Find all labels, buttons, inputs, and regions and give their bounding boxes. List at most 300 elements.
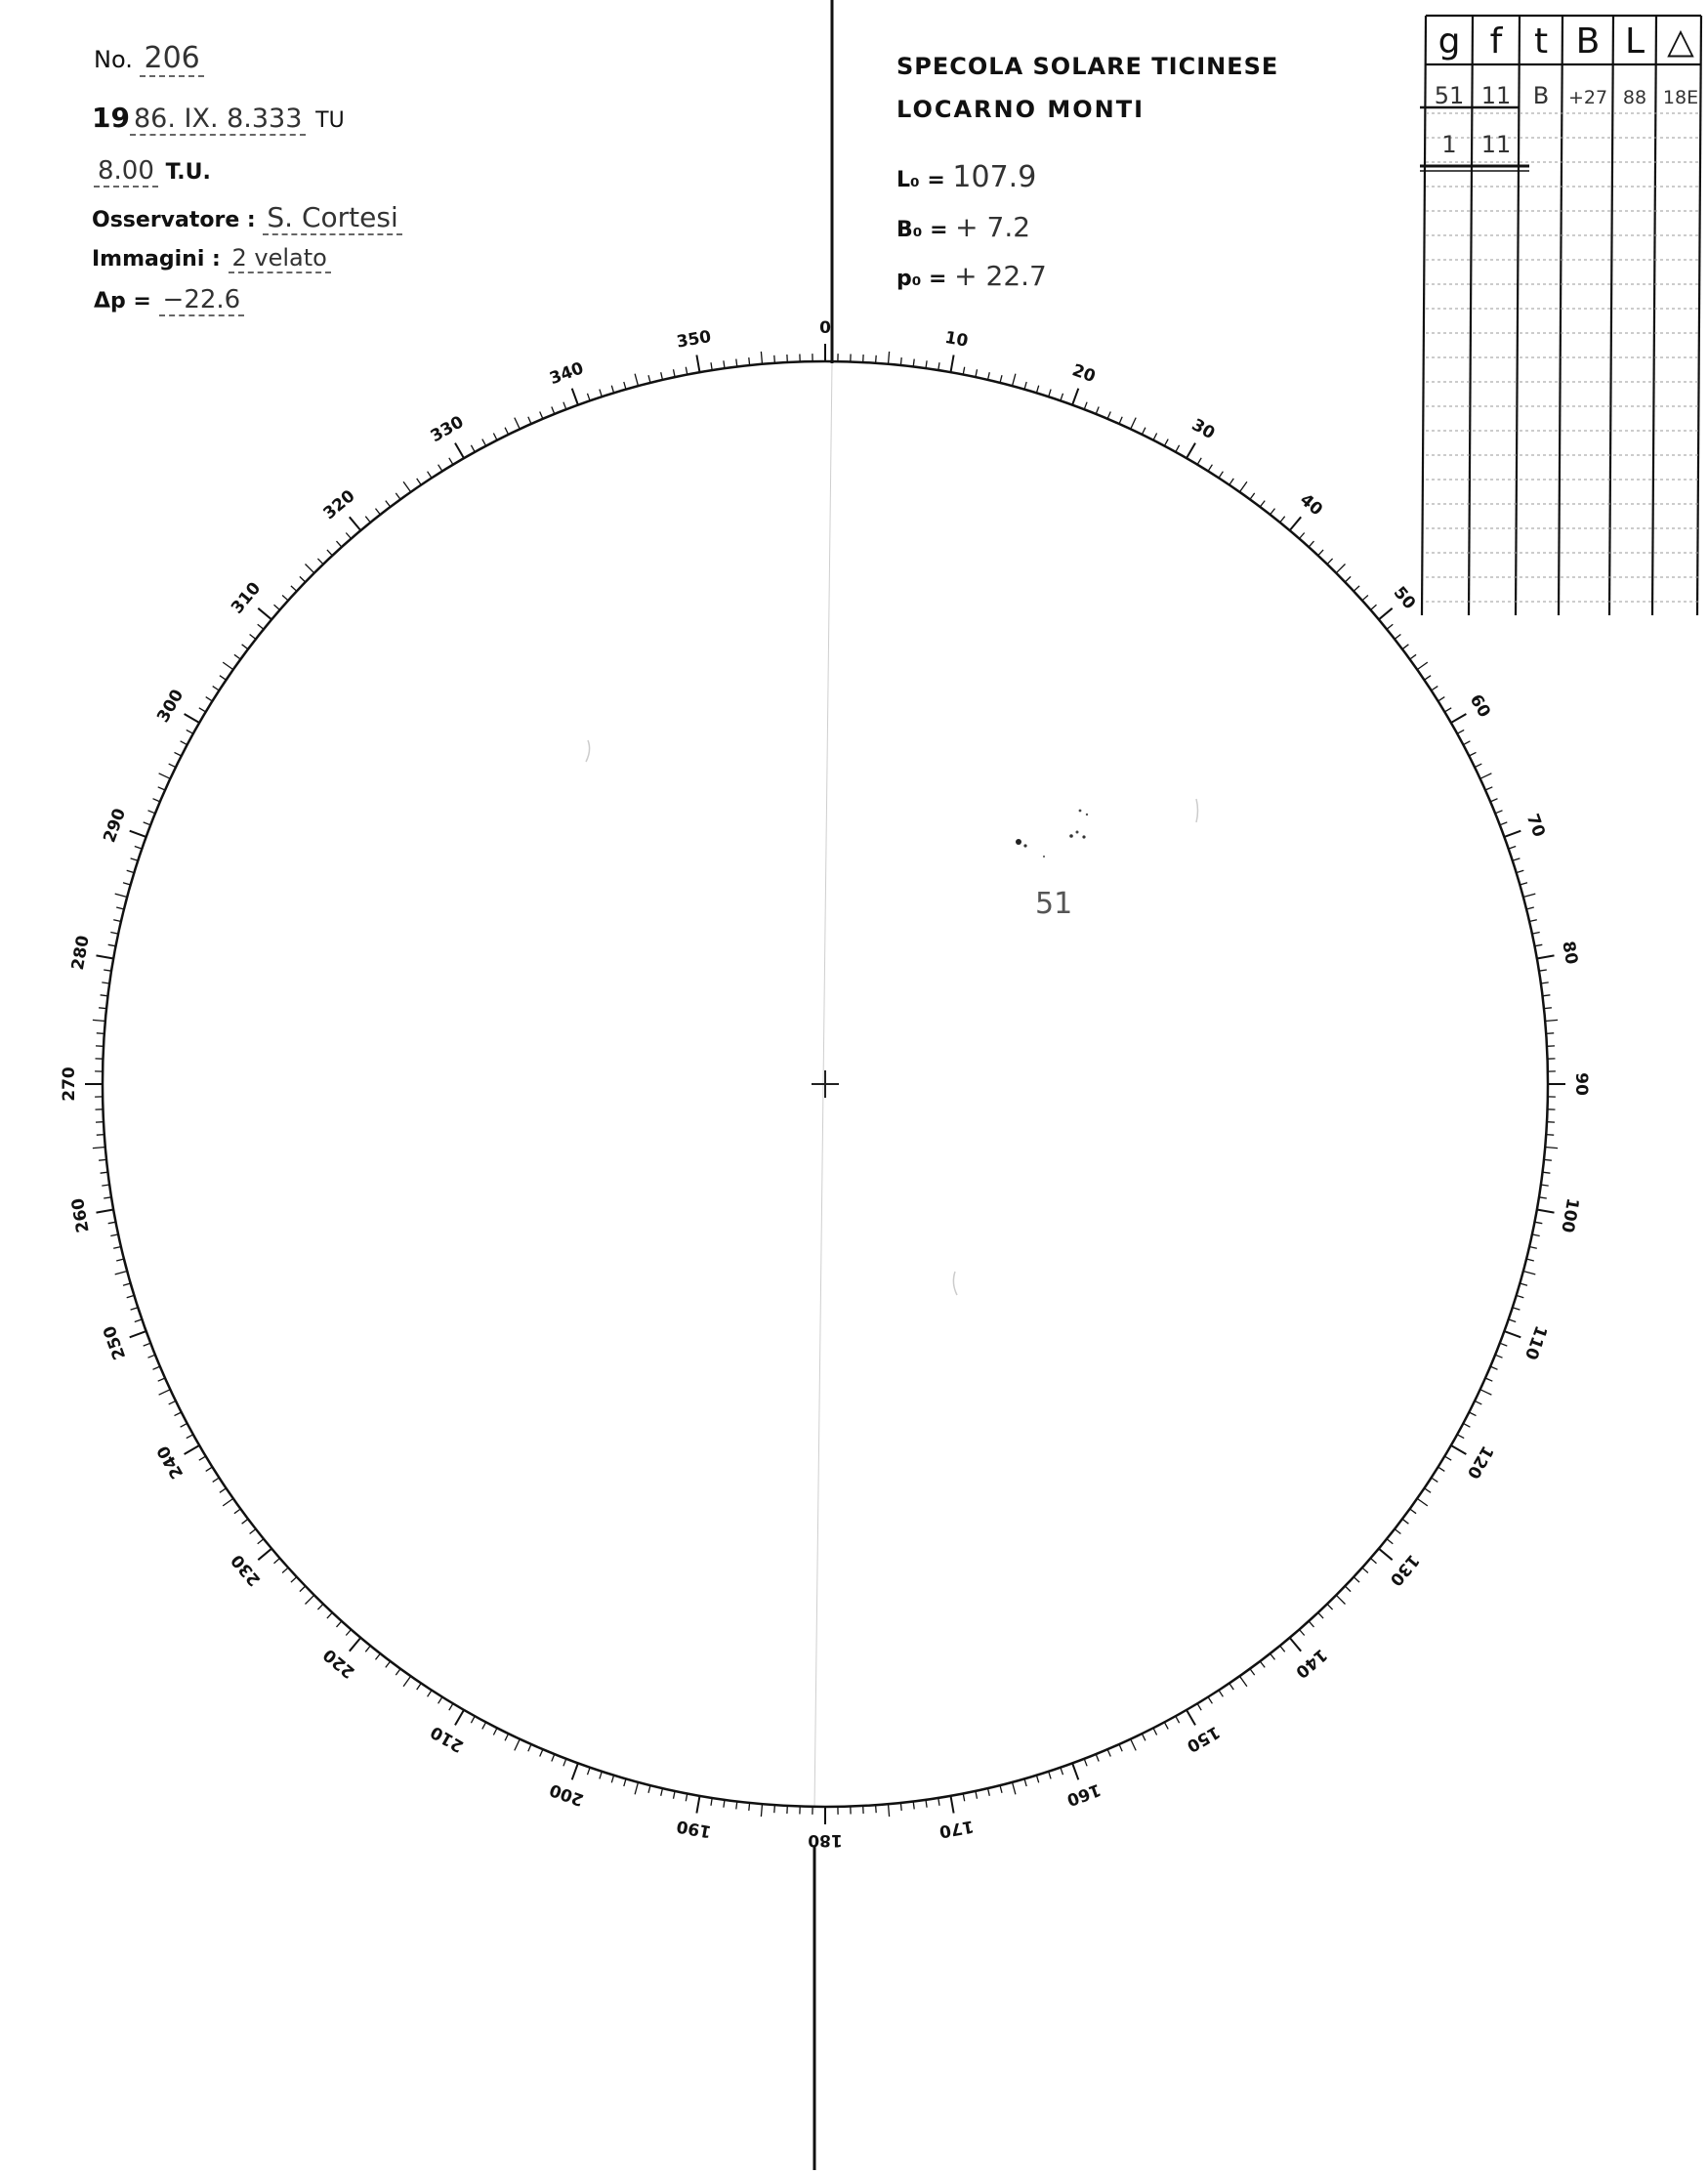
- degree-tick: [346, 1630, 351, 1636]
- degree-tick: [711, 362, 712, 370]
- degree-tick: [696, 355, 699, 373]
- degree-label-270: 270: [60, 1066, 79, 1102]
- degree-label-140: 140: [1291, 1644, 1331, 1682]
- degree-label-40: 40: [1296, 489, 1326, 521]
- degree-tick: [988, 1788, 990, 1796]
- degree-tick: [711, 1798, 712, 1806]
- degree-tick: [274, 605, 280, 609]
- degree-tick: [1000, 1785, 1002, 1793]
- degree-tick: [1061, 1768, 1063, 1776]
- degree-tick: [1500, 1343, 1508, 1346]
- degree-tick: [185, 714, 200, 723]
- degree-tick: [1495, 1355, 1502, 1358]
- degree-tick: [1543, 1172, 1551, 1173]
- degree-tick: [206, 697, 213, 701]
- L0-field: [896, 160, 1036, 194]
- degree-label-0: 0: [819, 318, 831, 338]
- table-rule: [1609, 16, 1613, 615]
- degree-tick: [552, 1754, 555, 1761]
- observatory-location: LOCARNO MONTI: [896, 96, 1146, 123]
- time-suffix: T.U.: [165, 160, 211, 185]
- degree-tick: [206, 1467, 213, 1471]
- degree-tick: [1229, 1684, 1234, 1691]
- degree-tick: [900, 1803, 901, 1811]
- degree-tick: [724, 360, 725, 368]
- images-label: Immagini :: [92, 247, 221, 272]
- observatory-name: SPECOLA SOLARE TICINESE: [896, 53, 1279, 80]
- degree-tick: [438, 1697, 442, 1704]
- degree-tick: [696, 1796, 699, 1814]
- B0-label: B₀ =: [896, 218, 948, 242]
- degree-tick: [181, 1423, 187, 1427]
- degree-tick: [528, 1744, 531, 1751]
- degree-tick: [540, 1749, 543, 1756]
- degree-tick: [1500, 822, 1508, 825]
- degree-tick: [97, 1210, 114, 1213]
- degree-tick: [1480, 773, 1492, 779]
- date-value: 86. IX. 8.333: [130, 104, 306, 136]
- degree-tick: [346, 533, 351, 539]
- degree-tick: [234, 1509, 240, 1514]
- degree-tick: [988, 372, 990, 380]
- degree-label-290: 290: [100, 806, 131, 846]
- degree-label-310: 310: [228, 578, 266, 618]
- degree-tick: [1444, 708, 1451, 712]
- table-rule: [1422, 16, 1426, 615]
- degree-label-120: 120: [1462, 1442, 1497, 1483]
- time-field: [94, 156, 211, 186]
- degree-tick: [153, 799, 160, 802]
- table-rule: [1559, 16, 1562, 615]
- degree-tick: [327, 1612, 332, 1618]
- degree-tick: [1318, 550, 1323, 556]
- degree-tick: [223, 662, 233, 670]
- degree-tick: [1513, 1308, 1521, 1310]
- images-value: 2 velato: [229, 244, 331, 273]
- degree-tick: [144, 1343, 151, 1346]
- degree-tick: [1451, 1445, 1467, 1454]
- cell-delta-1: 18E: [1662, 87, 1699, 108]
- p0-value: + 22.7: [954, 260, 1047, 292]
- degree-tick: [1024, 382, 1026, 390]
- sunspot-group-51: [1016, 810, 1088, 858]
- degree-tick: [1432, 687, 1438, 690]
- degree-tick: [108, 944, 116, 946]
- degree-label-240: 240: [153, 1442, 188, 1483]
- degree-tick: [736, 359, 737, 367]
- degree-tick: [774, 1805, 775, 1813]
- degree-tick: [1290, 517, 1302, 530]
- degree-tick: [913, 359, 914, 367]
- degree-tick: [1526, 1259, 1534, 1261]
- degree-tick: [1387, 624, 1393, 629]
- degree-tick: [1208, 1697, 1212, 1704]
- degree-tick: [130, 1331, 146, 1337]
- degree-tick: [976, 369, 978, 377]
- degree-tick: [515, 1739, 521, 1751]
- degree-tick: [482, 439, 486, 446]
- degree-tick: [1107, 412, 1110, 419]
- delta-p-field: [94, 285, 244, 314]
- degree-label-20: 20: [1069, 360, 1099, 388]
- degree-tick: [1084, 402, 1087, 410]
- degree-tick: [1438, 697, 1445, 701]
- degree-tick: [1387, 1539, 1393, 1544]
- degree-tick: [1490, 1366, 1497, 1369]
- degree-tick: [113, 1247, 121, 1249]
- degree-tick: [396, 493, 400, 499]
- degree-label-260: 260: [67, 1196, 94, 1234]
- degree-tick: [889, 352, 890, 364]
- degree-tick: [1049, 1772, 1051, 1779]
- degree-tick: [588, 1768, 591, 1776]
- degree-tick: [376, 1653, 381, 1659]
- degree-tick: [563, 402, 566, 410]
- degree-tick: [1061, 394, 1063, 401]
- degree-tick: [1197, 1703, 1201, 1710]
- degree-tick: [306, 564, 314, 573]
- cell-t-1: B: [1532, 82, 1550, 109]
- degree-tick: [1451, 714, 1467, 723]
- degree-tick: [1208, 465, 1212, 472]
- degree-tick: [951, 355, 954, 373]
- degree-label-100: 100: [1557, 1196, 1583, 1234]
- degree-tick: [749, 357, 750, 365]
- degree-tick: [258, 608, 271, 620]
- degree-label-160: 160: [1063, 1778, 1104, 1810]
- degree-tick: [611, 1776, 613, 1783]
- degree-tick: [1013, 374, 1016, 387]
- degree-tick: [482, 1722, 486, 1729]
- degree-tick: [1327, 1604, 1333, 1610]
- table-rule: [1652, 16, 1656, 615]
- degree-tick: [1260, 1661, 1265, 1667]
- degree-tick: [181, 741, 187, 745]
- degree-tick: [1526, 907, 1534, 909]
- degree-tick: [1402, 1519, 1408, 1524]
- degree-tick: [1229, 479, 1234, 485]
- degree-label-30: 30: [1187, 415, 1219, 444]
- degree-tick: [159, 1390, 171, 1396]
- degree-tick: [213, 687, 220, 690]
- degree-tick: [213, 1478, 220, 1482]
- degree-label-300: 300: [153, 686, 188, 727]
- degree-tick: [99, 1159, 106, 1160]
- B0-value: + 7.2: [955, 211, 1031, 243]
- cell-g-1: 51: [1434, 82, 1465, 109]
- degree-label-150: 150: [1183, 1721, 1224, 1756]
- degree-tick: [428, 472, 432, 479]
- degree-tick: [889, 1804, 890, 1817]
- degree-tick: [403, 481, 411, 492]
- degree-tick: [127, 1295, 135, 1297]
- header-delta: △: [1667, 21, 1694, 62]
- degree-tick: [1469, 752, 1476, 756]
- degree-tick: [1271, 1653, 1275, 1659]
- degree-tick: [234, 654, 240, 659]
- header-g: g: [1437, 21, 1461, 62]
- degree-tick: [1504, 1331, 1521, 1337]
- degree-tick: [913, 1802, 914, 1810]
- degree-tick: [1425, 676, 1432, 681]
- degree-tick: [116, 1259, 124, 1261]
- degree-tick: [169, 1401, 176, 1404]
- degree-label-350: 350: [675, 326, 713, 353]
- degree-label-200: 200: [547, 1778, 587, 1810]
- degree-tick: [123, 883, 131, 885]
- degree-tick: [199, 1456, 206, 1460]
- degree-tick: [97, 1135, 104, 1136]
- degree-tick: [1546, 1033, 1554, 1034]
- degree-tick: [291, 1577, 297, 1582]
- degree-tick: [300, 1586, 306, 1592]
- degree-tick: [220, 676, 227, 681]
- degree-tick: [1187, 1710, 1195, 1726]
- degree-label-50: 50: [1389, 583, 1420, 613]
- table-rule: [1516, 16, 1520, 615]
- degree-tick: [1475, 764, 1481, 768]
- degree-tick: [624, 382, 626, 390]
- date-suffix: TU: [315, 108, 345, 133]
- degree-tick: [1096, 1754, 1099, 1761]
- degree-tick: [317, 559, 323, 564]
- degree-tick: [1164, 439, 1168, 446]
- degree-label-330: 330: [427, 412, 468, 447]
- degree-tick: [1395, 635, 1400, 640]
- degree-tick: [774, 355, 775, 363]
- degree-label-110: 110: [1520, 1322, 1551, 1362]
- degree-tick: [386, 501, 391, 507]
- B0-field: [896, 211, 1030, 243]
- degree-tick: [1219, 472, 1223, 479]
- degree-tick: [674, 369, 676, 377]
- degree-tick: [350, 1638, 361, 1651]
- degree-tick: [1523, 1272, 1536, 1275]
- degree-tick: [1362, 596, 1368, 601]
- degree-tick: [1520, 883, 1527, 885]
- time-value: 8.00: [94, 156, 158, 188]
- degree-tick: [1539, 970, 1547, 971]
- degree-tick: [761, 1804, 762, 1817]
- degree-tick: [282, 1568, 288, 1572]
- degree-tick: [588, 394, 591, 401]
- degree-tick: [97, 955, 114, 958]
- cell-L-1: 88: [1622, 87, 1647, 108]
- degree-tick: [115, 894, 128, 897]
- degree-tick: [376, 509, 381, 515]
- number-value: 206: [140, 41, 203, 77]
- degree-tick: [1541, 982, 1549, 983]
- delta-p-value: −22.6: [159, 285, 245, 316]
- degree-tick: [148, 811, 155, 814]
- degree-tick: [1197, 458, 1201, 465]
- L0-value: 107.9: [952, 160, 1037, 194]
- degree-label-170: 170: [937, 1816, 976, 1842]
- cell-f-2: 11: [1480, 131, 1512, 158]
- degree-tick: [1490, 799, 1497, 802]
- degree-tick: [428, 1691, 432, 1697]
- degree-tick: [187, 730, 193, 733]
- degree-tick: [951, 1796, 954, 1814]
- degree-label-90: 90: [1571, 1072, 1591, 1096]
- degree-label-320: 320: [319, 486, 359, 524]
- degree-tick: [1432, 1478, 1438, 1482]
- degree-tick: [258, 1549, 271, 1561]
- degree-tick: [449, 458, 453, 465]
- degree-tick: [736, 1802, 737, 1810]
- degree-tick: [220, 1488, 227, 1493]
- degree-tick: [1318, 1612, 1323, 1618]
- central-meridian-line: [814, 363, 832, 1810]
- degree-tick: [175, 1412, 182, 1416]
- degree-tick: [1475, 1401, 1481, 1404]
- degree-tick: [104, 970, 111, 971]
- degree-tick: [1539, 1197, 1547, 1198]
- degree-tick: [1480, 1390, 1492, 1396]
- degree-tick: [1176, 445, 1180, 452]
- degree-tick: [1537, 955, 1555, 958]
- degree-tick: [938, 1798, 939, 1806]
- degree-tick: [1379, 608, 1393, 620]
- degree-tick: [1072, 389, 1078, 405]
- degree-tick: [242, 645, 248, 649]
- degree-tick: [1523, 894, 1536, 897]
- degree-tick: [1036, 1776, 1038, 1783]
- degree-tick: [1084, 1759, 1087, 1767]
- degree-tick: [101, 1172, 108, 1173]
- degree-tick: [661, 372, 663, 380]
- date-field: [92, 102, 345, 134]
- degree-tick: [926, 360, 927, 368]
- degree-tick: [686, 367, 687, 375]
- degree-label-210: 210: [427, 1721, 468, 1756]
- degree-tick: [1395, 1529, 1400, 1534]
- degree-tick: [417, 1684, 422, 1691]
- table-row: [1435, 82, 1698, 109]
- degree-label-250: 250: [100, 1322, 131, 1362]
- degree-tick: [1354, 586, 1359, 591]
- degree-tick: [1164, 1722, 1168, 1729]
- observer-value: S. Cortesi: [263, 201, 401, 235]
- degree-tick: [187, 1435, 193, 1439]
- degree-tick: [674, 1791, 676, 1799]
- degree-tick: [1153, 434, 1157, 440]
- degree-tick: [876, 355, 877, 363]
- degree-tick: [1250, 493, 1255, 499]
- degree-tick: [110, 1234, 118, 1236]
- degree-tick: [1402, 645, 1408, 649]
- degree-tick: [938, 362, 939, 370]
- degree-tick: [1495, 811, 1502, 814]
- degree-tick: [135, 847, 143, 850]
- p0-field: [896, 260, 1047, 292]
- degree-label-220: 220: [319, 1644, 359, 1682]
- degree-tick: [1345, 1586, 1351, 1592]
- degree-tick: [169, 764, 176, 768]
- degree-tick: [148, 1355, 155, 1358]
- degree-tick: [1187, 443, 1195, 459]
- images-field: [92, 244, 331, 272]
- degree-tick: [600, 390, 602, 397]
- cell-f-1: 11: [1480, 82, 1512, 109]
- degree-label-230: 230: [228, 1550, 266, 1590]
- degree-label-340: 340: [547, 358, 587, 390]
- degree-tick: [1300, 1630, 1305, 1636]
- degree-tick: [1520, 1283, 1527, 1285]
- degree-tick: [1049, 390, 1051, 397]
- degree-tick: [1463, 741, 1470, 745]
- degree-tick: [123, 1283, 131, 1285]
- degree-tick: [1544, 1008, 1552, 1009]
- degree-tick: [515, 418, 521, 430]
- degree-tick: [563, 1759, 566, 1767]
- L0-label: L₀ =: [896, 168, 945, 192]
- degree-tick: [131, 1308, 139, 1310]
- degree-tick: [115, 1272, 128, 1275]
- degree-tick: [158, 1378, 165, 1381]
- degree-tick: [1532, 1234, 1540, 1236]
- number-label: No.: [94, 46, 133, 73]
- degree-tick: [1290, 1638, 1302, 1651]
- degree-label-60: 60: [1465, 690, 1494, 722]
- degree-tick: [1309, 1621, 1313, 1627]
- degree-tick: [1176, 1716, 1180, 1723]
- degree-tick: [900, 357, 901, 365]
- degree-tick: [976, 1791, 978, 1799]
- degree-tick: [1000, 375, 1002, 383]
- degree-tick: [1107, 1749, 1110, 1756]
- degree-tick: [127, 870, 135, 872]
- degree-tick: [648, 1785, 650, 1793]
- degree-tick: [963, 367, 965, 375]
- degree-tick: [1371, 605, 1377, 609]
- degree-tick: [1362, 1568, 1368, 1572]
- number-field: [94, 41, 204, 75]
- degree-tick: [258, 1539, 264, 1544]
- degree-tick: [306, 1595, 314, 1604]
- degree-tick: [1271, 509, 1275, 515]
- degree-tick: [274, 1559, 280, 1564]
- degree-tick: [624, 1778, 626, 1786]
- degree-tick: [1469, 1412, 1476, 1416]
- degree-tick: [1336, 1595, 1345, 1604]
- degree-tick: [1513, 858, 1521, 860]
- disk-center-cross: [812, 1070, 839, 1098]
- degree-tick: [242, 1519, 248, 1524]
- degree-tick: [572, 389, 578, 405]
- header-f: f: [1489, 21, 1503, 62]
- degree-label-190: 190: [675, 1816, 713, 1842]
- degree-tick: [250, 1529, 256, 1534]
- degree-tick: [97, 1033, 104, 1034]
- degree-tick: [223, 1498, 233, 1506]
- degree-tick: [1517, 1295, 1524, 1297]
- degree-tick: [1096, 407, 1099, 414]
- degree-tick: [135, 1319, 143, 1322]
- degree-tick: [1529, 920, 1537, 922]
- degree-tick: [471, 445, 475, 452]
- degree-tick: [1545, 1148, 1558, 1149]
- degree-tick: [1504, 831, 1521, 837]
- degree-tick: [455, 443, 464, 459]
- degree-tick: [1024, 1778, 1026, 1786]
- degree-tick: [926, 1800, 927, 1808]
- degree-tick: [1119, 417, 1122, 424]
- degree-tick: [396, 1669, 400, 1675]
- degree-tick: [1013, 1782, 1016, 1795]
- degree-tick: [600, 1772, 602, 1779]
- degree-tick: [876, 1805, 877, 1813]
